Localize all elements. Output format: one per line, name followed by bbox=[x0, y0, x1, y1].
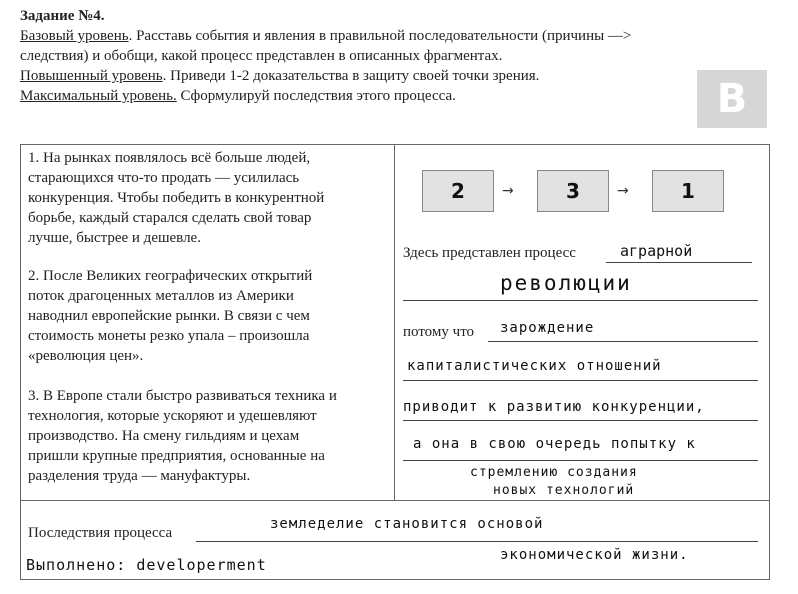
arrow-right-icon: → bbox=[502, 183, 514, 199]
fact-3-line-4: пришли крупные предприятия, основанные на bbox=[28, 448, 325, 464]
process-handwritten-1: аграрной bbox=[620, 242, 693, 260]
reason-handwritten-3: приводит к развитию конкуренции, bbox=[403, 399, 705, 415]
fact-2-line-5: «революция цен». bbox=[28, 348, 144, 364]
table-column-divider bbox=[394, 144, 395, 500]
fact-2-line-3: наводнил европейские рынки. В связи с чем bbox=[28, 308, 310, 324]
basic-level-line bbox=[20, 26, 631, 46]
consequences-label: Последствия процесса bbox=[28, 525, 173, 541]
fact-1-line-2: старающихся что-то продать — усилилась bbox=[28, 170, 300, 186]
max-level-line bbox=[20, 86, 456, 106]
reason-handwritten-5: стремлению создания bbox=[470, 465, 638, 480]
basic-level-label: Базовый уровень bbox=[20, 28, 129, 44]
fact-2-line-1: 2. После Великих географических открытий bbox=[28, 268, 313, 284]
reason-handwritten-4: а она в свою очередь попытку к bbox=[413, 436, 696, 452]
process-handwritten-2: революции bbox=[500, 271, 632, 295]
advanced-level-label: Повышенный уровень bbox=[20, 68, 163, 84]
completed-by-note: Выполнено: developerment bbox=[26, 556, 267, 574]
fact-1-line-5: лучше, быстрее и дешевле. bbox=[28, 230, 201, 246]
task-title: Задание №4. bbox=[20, 8, 105, 24]
answer-line bbox=[403, 300, 758, 301]
answer-line bbox=[403, 420, 758, 421]
fact-2-line-2: поток драгоценных металлов из Америки bbox=[28, 288, 294, 304]
fact-1-line-3: конкуренция. Чтобы победить в конкурентной bbox=[28, 190, 325, 206]
reason-handwritten-1: зарождение bbox=[500, 320, 595, 336]
fact-3-line-2: технология, которые ускоряют и удешевляют bbox=[28, 408, 317, 424]
answer-line bbox=[403, 460, 758, 461]
reason-handwritten-2: капиталистических отношений bbox=[407, 358, 662, 374]
answer-line bbox=[488, 341, 758, 342]
answer-line bbox=[606, 262, 752, 263]
logo-badge bbox=[697, 70, 767, 128]
basic-level-line2: следствия) и обобщи, какой процесс представлен в описанных фрагментах. bbox=[20, 48, 503, 64]
fact-3-line-1: 3. В Европе стали быстро развиваться техника и bbox=[28, 388, 337, 404]
process-label: Здесь представлен процесс bbox=[403, 245, 576, 261]
advanced-level-text: . Приведи 1-2 доказательства в защиту своей точки зрения. bbox=[162, 68, 540, 84]
sequence-box-3: 1 bbox=[652, 170, 724, 212]
answer-line bbox=[403, 380, 758, 381]
arrow-right-icon: → bbox=[617, 183, 629, 199]
basic-level-text: . Расставь события и явления в правильной последовательности (причины —> bbox=[128, 28, 632, 44]
consequences-handwritten-2: экономической жизни. bbox=[500, 547, 689, 563]
max-level-label: Максимальный уровень. bbox=[20, 88, 177, 104]
advanced-level-line bbox=[20, 66, 539, 86]
answer-line bbox=[196, 541, 758, 542]
reason-handwritten-6: новых технологий bbox=[493, 483, 635, 498]
max-level-text: Сформулируй последствия этого процесса. bbox=[176, 88, 456, 104]
fact-2-line-4: стоимость монеты резко упала – произошла bbox=[28, 328, 310, 344]
table-row-divider bbox=[20, 500, 770, 501]
fact-3-line-3: производство. На смену гильдиям и цехам bbox=[28, 428, 300, 444]
fact-1-line-1: 1. На рынках появлялось всё больше людей, bbox=[28, 150, 311, 166]
fact-3-line-5: разделения труда — мануфактуры. bbox=[28, 468, 251, 484]
fact-1-line-4: борьбе, каждый старался сделать свой товар bbox=[28, 210, 312, 226]
because-label: потому что bbox=[403, 324, 475, 340]
sequence-box-1: 2 bbox=[422, 170, 494, 212]
sequence-box-2: 3 bbox=[537, 170, 609, 212]
consequences-handwritten-1: земледелие становится основой bbox=[270, 516, 544, 532]
logo-letter: B bbox=[716, 76, 748, 122]
